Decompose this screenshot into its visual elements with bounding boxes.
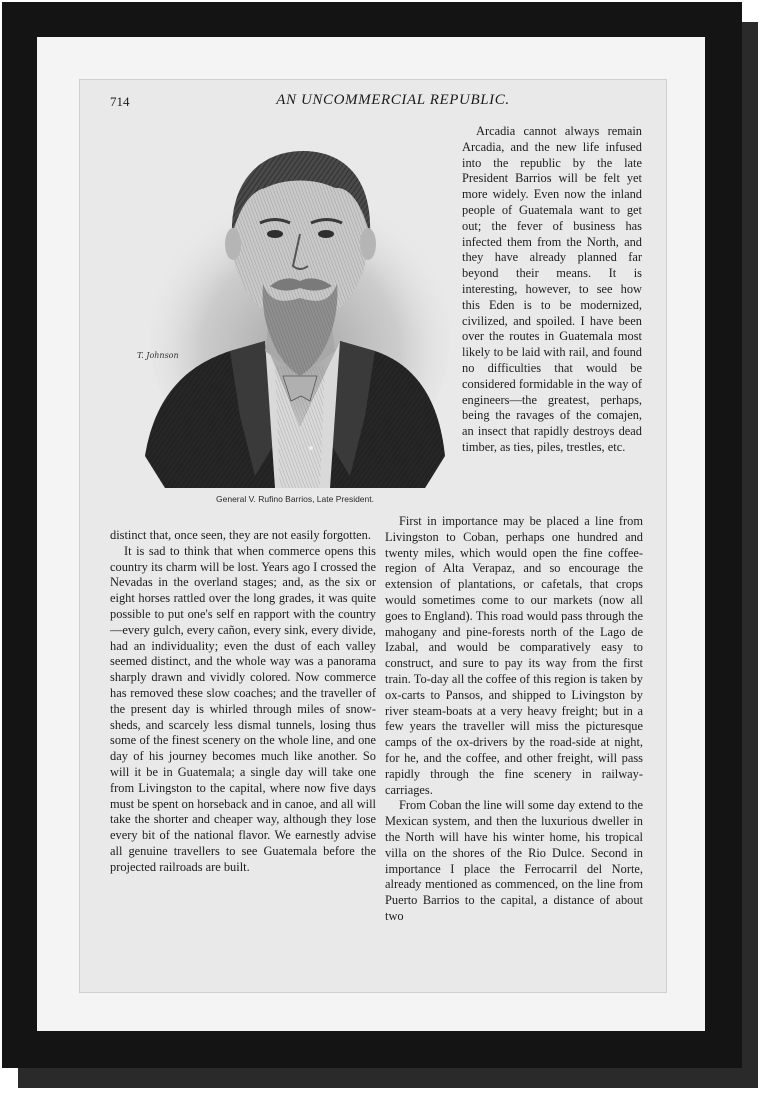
- paragraph: distinct that, once seen, they are not easily forgotten.: [110, 528, 371, 542]
- artist-signature: T. Johnson: [137, 351, 179, 360]
- running-title: AN UNCOMMERCIAL REPUBLIC.: [276, 92, 510, 108]
- paragraph: It is sad to think that when commerce opens this country its charm will be lost. Years ago I crossed the Nevadas in the overland stages; and, as the six or eight horses rattled over the long grades, it was quite possible to put one's self en rapport with the country—every gulch, every cañon, every sink, every divide, had an individuality; even the dust of each valley seemed distinct, and the whole way was a panorama sharply drawn and vividly colored. Now commerce has removed these slow coaches; and the traveller of the present day is whirled through miles of snow-sheds, and scarcely less dismal tunnels, losing thus some of the finest scenery on the whole line, and one day of his journey becomes much like another. So will it be in Guatemala; a single day will take one from Livingston to the capital, where now five days must be spent on horseback and in canoe, and all will take the shorter and cheaper way, although they lose every bit of the national flavor. We earnestly advise all genuine travellers to see Guatemala before the projected railroads are built.: [110, 543, 376, 874]
- paragraph: Arcadia cannot always remain Arcadia, and the new life infused into the republic by the late President Barrios will be felt yet more widely. Even now the inland people of Guatemala want to get out; the fever of business has infected them from the North, and they have already planned far beyond their means. It is interesting, however, to see how this Eden is to be modernized, civilized, and spoiled. I have been over the routes in Guatemala most likely to be laid with rail, and found no difficulties that would be considered formidable in the way of engineers—the greatest, perhaps, being the ravages of the comajen, an insect that rapidly destroys dead timber, as ties, piles, trestles, etc.: [462, 124, 642, 454]
- page-header: [80, 90, 666, 112]
- page-number: 714: [110, 94, 130, 109]
- paragraph: From Coban the line will some day extend to the Mexican system, and then the luxurious dweller in the North will have his winter home, his tropical villa on the shores of the Rio Dulce. Second in importance I place the Ferrocarril del Norte, already mentioned as commenced, on the line from Puerto Barrios to the capital, a distance of about two: [385, 798, 643, 923]
- book-page: [79, 79, 667, 993]
- portrait-caption: General V. Rufino Barrios, Late President.: [216, 494, 374, 504]
- text-column-left: [110, 528, 376, 876]
- portrait-engraving: [135, 126, 455, 488]
- text-column-right-bottom: [385, 514, 643, 925]
- text-column-right-top: [462, 124, 642, 456]
- paragraph: First in importance may be placed a line from Livingston to Coban, perhaps one hundred and twenty miles, which would open the fine coffee-region of Alta Verapaz, and so encourage the extension of plantations, or cafetals, that crops would sometimes come to our markets (now all goes to England). This road would pass through the mahogany and pine-forests north of the Lago de Izabal, and would be comparatively easy to construct, and sure to pay its way from the first train. To-day all the coffee of this region is taken by ox-carts to Pansos, and shipped to Livingston by river steam-boats at a very heavy freight; but in a few years the traveller will miss the picturesque camps of the ox-drivers by the road-side at night, for he, and the coffee, and other freight, will pass rapidly through the fine scenery in railway-carriages.: [385, 514, 643, 797]
